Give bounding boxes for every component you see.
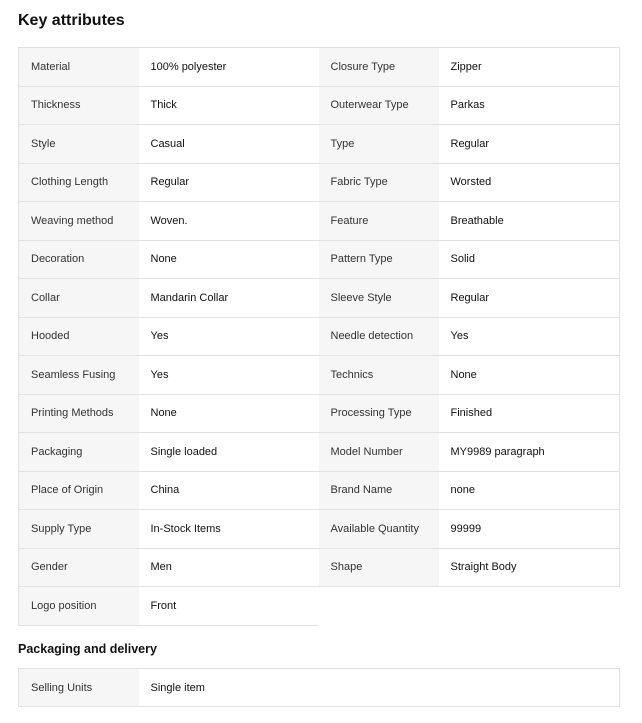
attribute-row xyxy=(19,48,620,87)
attribute-row xyxy=(19,669,620,707)
attribute-row xyxy=(19,433,620,472)
attribute-value: MY9989 paragraph xyxy=(439,433,620,472)
attribute-row xyxy=(19,510,620,549)
attribute-value: Woven. xyxy=(139,202,319,241)
attribute-value: Breathable xyxy=(439,202,620,241)
attribute-value: 99999 xyxy=(439,510,620,549)
attribute-label: Decoration xyxy=(19,240,139,279)
attribute-row xyxy=(19,240,620,279)
attribute-value: Yes xyxy=(139,356,319,395)
attribute-value: None xyxy=(439,356,620,395)
attribute-value: In-Stock Items xyxy=(139,510,319,549)
attribute-label: Logo position xyxy=(19,587,139,626)
attribute-label: Sleeve Style xyxy=(319,279,439,318)
attribute-label: Type xyxy=(319,125,439,164)
key-attributes-heading: Key attributes xyxy=(18,12,125,29)
attribute-label: Technics xyxy=(319,356,439,395)
attribute-row xyxy=(19,587,620,626)
attribute-label: Place of Origin xyxy=(19,471,139,510)
attribute-label: Processing Type xyxy=(319,394,439,433)
attribute-value: Finished xyxy=(439,394,620,433)
attribute-label: Brand Name xyxy=(319,471,439,510)
packaging-delivery-table xyxy=(18,668,620,707)
attribute-row xyxy=(19,548,620,587)
attribute-label: Shape xyxy=(319,548,439,587)
attribute-label: Feature xyxy=(319,202,439,241)
attribute-value: none xyxy=(439,471,620,510)
attribute-value: Regular xyxy=(439,279,620,318)
attribute-value: Yes xyxy=(439,317,620,356)
attribute-label: Weaving method xyxy=(19,202,139,241)
attribute-label: Material xyxy=(19,48,139,87)
attribute-label: Fabric Type xyxy=(319,163,439,202)
attribute-value: Mandarin Collar xyxy=(139,279,319,318)
attribute-label: Model Number xyxy=(319,433,439,472)
attribute-value: Men xyxy=(139,548,319,587)
attribute-label: Needle detection xyxy=(319,317,439,356)
attribute-value: None xyxy=(139,394,319,433)
attribute-label: Gender xyxy=(19,548,139,587)
attribute-value: Single item xyxy=(139,669,620,707)
attribute-value: None xyxy=(139,240,319,279)
attribute-row xyxy=(19,86,620,125)
attribute-label: Seamless Fusing xyxy=(19,356,139,395)
attribute-row xyxy=(19,202,620,241)
attribute-value: China xyxy=(139,471,319,510)
attribute-value: Solid xyxy=(439,240,620,279)
attribute-label: Packaging xyxy=(19,433,139,472)
attribute-label: Selling Units xyxy=(19,669,139,707)
attribute-value: Thick xyxy=(139,86,319,125)
attribute-row xyxy=(19,356,620,395)
attribute-row xyxy=(19,471,620,510)
attribute-row xyxy=(19,279,620,318)
attribute-row xyxy=(19,317,620,356)
attribute-label: Closure Type xyxy=(319,48,439,87)
packaging-delivery-heading: Packaging and delivery xyxy=(18,642,157,656)
attribute-value: Zipper xyxy=(439,48,620,87)
attribute-label: Available Quantity xyxy=(319,510,439,549)
attribute-value: Parkas xyxy=(439,86,620,125)
attribute-label: Outerwear Type xyxy=(319,86,439,125)
empty-cell xyxy=(439,587,620,626)
attribute-label: Pattern Type xyxy=(319,240,439,279)
attribute-label: Hooded xyxy=(19,317,139,356)
attribute-value: Worsted xyxy=(439,163,620,202)
attribute-value: Yes xyxy=(139,317,319,356)
attribute-label: Printing Methods xyxy=(19,394,139,433)
attribute-value: Regular xyxy=(439,125,620,164)
key-attributes-table xyxy=(18,47,620,626)
attribute-row xyxy=(19,125,620,164)
attribute-label: Clothing Length xyxy=(19,163,139,202)
attribute-label: Collar xyxy=(19,279,139,318)
attribute-value: Casual xyxy=(139,125,319,164)
attribute-value: Single loaded xyxy=(139,433,319,472)
attribute-value: Regular xyxy=(139,163,319,202)
attribute-value: 100% polyester xyxy=(139,48,319,87)
attribute-row xyxy=(19,163,620,202)
attribute-label: Style xyxy=(19,125,139,164)
attribute-row xyxy=(19,394,620,433)
empty-cell xyxy=(319,587,439,626)
attribute-label: Supply Type xyxy=(19,510,139,549)
attribute-value: Front xyxy=(139,587,319,626)
attribute-value: Straight Body xyxy=(439,548,620,587)
attribute-label: Thickness xyxy=(19,86,139,125)
